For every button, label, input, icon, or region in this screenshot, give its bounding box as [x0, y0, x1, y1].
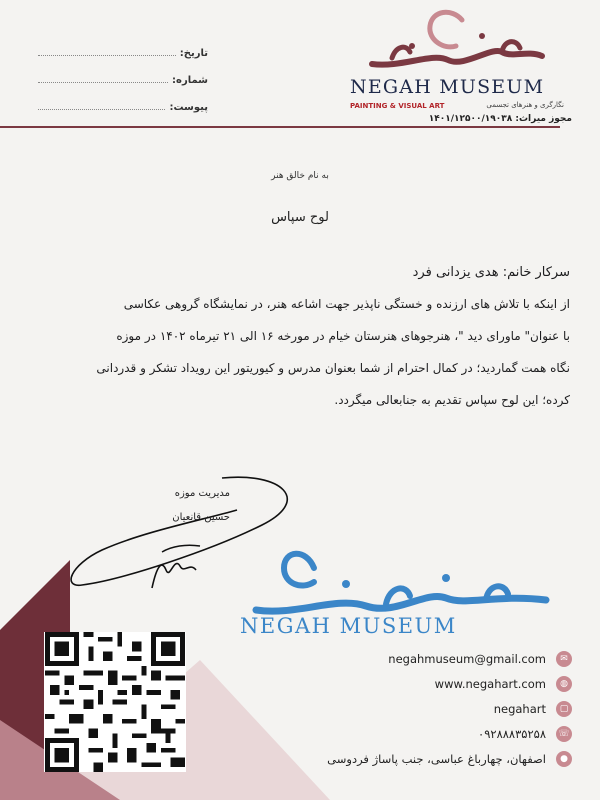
contact-website-text: www.negahart.com — [434, 676, 546, 691]
contact-address-text: اصفهان، چهارباغ عباسی، جنب پاساژ فردوسی — [327, 751, 546, 766]
logo-subtitle-fa: نگارگری و هنرهای تجسمی — [486, 101, 564, 109]
logo-name: NEGAH MUSEUM — [350, 76, 545, 98]
number-line — [38, 82, 168, 83]
number-field — [38, 59, 208, 86]
salutation: سرکار خانم: هدی یزدانی فرد — [412, 265, 570, 280]
attachment-line — [38, 109, 165, 110]
number-label: شماره: — [172, 75, 208, 86]
stamp-mark-icon — [236, 538, 566, 618]
signatory-name: حسین قانعیان — [172, 512, 230, 523]
document-title: لوح سپاس — [271, 210, 329, 225]
contact-address — [312, 746, 572, 771]
contact-instagram[interactable] — [312, 696, 572, 721]
attachment-field — [38, 86, 208, 113]
dedication-line: به نام خالق هنر — [271, 171, 329, 181]
permit-number: مجوز میراث: ۱۴۰۱/۱۲۵۰۰/۱۹۰۳۸ — [428, 114, 572, 124]
date-line — [38, 55, 176, 56]
qr-code[interactable] — [44, 632, 186, 772]
email-icon: ✉ — [556, 651, 572, 667]
body-line-4: کرده؛ این لوح سپاس تقدیم به جنابعالی میگردد. — [334, 393, 570, 407]
museum-stamp — [236, 538, 566, 648]
logo-subtitle-en: PAINTING & VISUAL ART — [350, 102, 445, 110]
date-label: تاریخ: — [179, 48, 208, 59]
contact-website[interactable] — [312, 671, 572, 696]
instagram-icon: ▢ — [556, 701, 572, 717]
contact-email[interactable] — [312, 646, 572, 671]
contact-phone-text: ۰۹۲۸۸۸۳۵۲۵۸ — [478, 726, 546, 741]
phone-icon: ☏ — [556, 726, 572, 742]
body-line-2: با عنوان" ماورای دید "، هنرجوهای هنرستان خیام در مورخه ۱۶ الی ۲۱ تیرماه ۱۴۰۲ در موزه — [116, 329, 570, 343]
museum-logo — [342, 6, 570, 116]
contact-phone[interactable] — [312, 721, 572, 746]
location-icon: ● — [556, 751, 572, 767]
header-divider — [0, 126, 560, 128]
contact-list — [312, 646, 572, 771]
logo-mark-icon — [352, 6, 552, 76]
contact-instagram-text: negahart — [493, 701, 546, 716]
header-fields — [38, 32, 208, 113]
signatory-title: مدیریت موزه — [174, 488, 230, 499]
stamp-name: NEGAH MUSEUM — [240, 614, 457, 638]
globe-icon: ◍ — [556, 676, 572, 692]
attachment-label: پیوست: — [169, 102, 208, 113]
date-field — [38, 32, 208, 59]
body-line-3: نگاه همت گماردید؛ در کمال احترام از شما بعنوان مدرس و کیوریتور این رویداد تشکر و قدردانی — [96, 361, 570, 375]
body-line-1: از اینکه با تلاش های ارزنده و خستگی ناپذیر جهت اشاعه هنر، در نمایشگاه گروهی عکاسی — [123, 297, 570, 311]
contact-email-text: negahmuseum@gmail.com — [388, 651, 546, 666]
